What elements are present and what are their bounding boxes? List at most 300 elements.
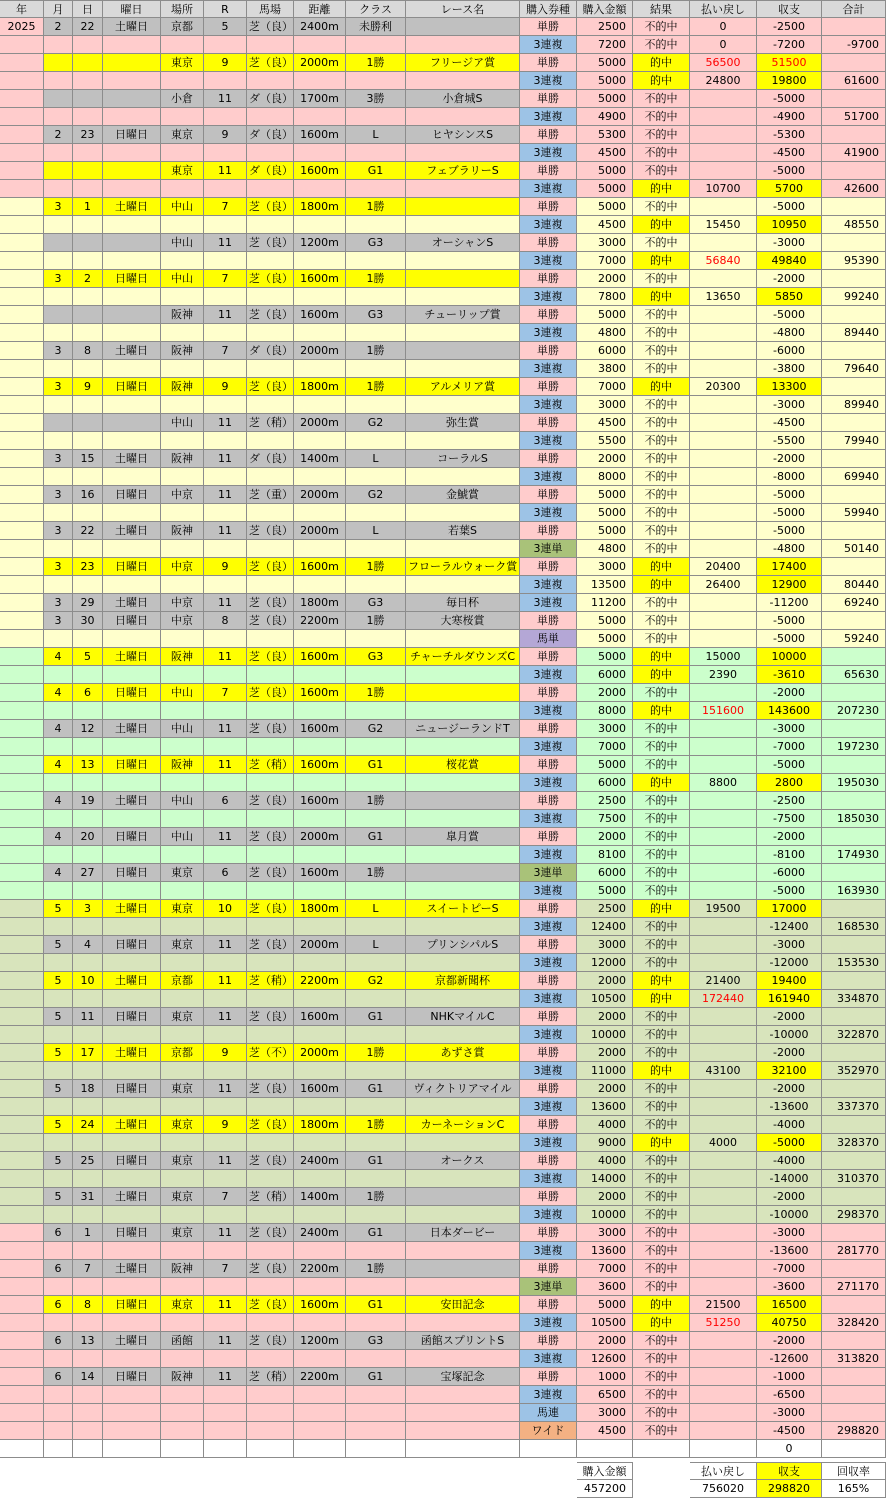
summary-value-buy[interactable]: 457200 [577, 1480, 633, 1498]
cell-venue[interactable] [161, 1242, 204, 1260]
cell-year[interactable] [0, 54, 44, 72]
cell-month[interactable] [44, 108, 73, 126]
cell-profit[interactable]: -5000 [757, 756, 822, 774]
cell-day[interactable]: 30 [73, 612, 103, 630]
cell-result[interactable]: 不的中 [633, 198, 690, 216]
cell-month[interactable]: 5 [44, 900, 73, 918]
cell-payout[interactable]: 0 [690, 36, 757, 54]
cell-month[interactable]: 5 [44, 1152, 73, 1170]
cell-payout[interactable] [690, 270, 757, 288]
cell-payout[interactable] [690, 882, 757, 900]
cell-bet-type[interactable]: 3連複 [520, 576, 577, 594]
cell-race-name[interactable] [406, 360, 520, 378]
cell-class[interactable] [346, 1062, 406, 1080]
cell-profit[interactable]: 49840 [757, 252, 822, 270]
cell-class[interactable]: G1 [346, 1152, 406, 1170]
cell-weekday[interactable]: 日曜日 [103, 270, 161, 288]
cell-distance[interactable] [294, 504, 346, 522]
cell-class[interactable] [346, 1026, 406, 1044]
cell-year[interactable] [0, 1260, 44, 1278]
cell-race-name[interactable]: あずさ賞 [406, 1044, 520, 1062]
cell-result[interactable]: 的中 [633, 900, 690, 918]
cell-race-name[interactable] [406, 864, 520, 882]
cell-bet-type[interactable]: 3連複 [520, 594, 577, 612]
cell-payout[interactable] [690, 522, 757, 540]
cell-result[interactable]: 不的中 [633, 720, 690, 738]
cell-bet-type[interactable]: 3連複 [520, 1206, 577, 1224]
cell-total[interactable] [822, 198, 886, 216]
cell-race-name[interactable] [406, 1260, 520, 1278]
cell-class[interactable] [346, 36, 406, 54]
cell-payout[interactable] [690, 684, 757, 702]
cell-race-no[interactable] [204, 1206, 247, 1224]
cell-total[interactable] [822, 612, 886, 630]
cell-bet-type[interactable]: 馬単 [520, 630, 577, 648]
cell-weekday[interactable]: 日曜日 [103, 1296, 161, 1314]
cell-month[interactable] [44, 846, 73, 864]
cell-class[interactable]: 1勝 [346, 198, 406, 216]
cell-weekday[interactable] [103, 1026, 161, 1044]
cell-year[interactable] [0, 1116, 44, 1134]
cell-total[interactable] [822, 486, 886, 504]
cell-weekday[interactable]: 土曜日 [103, 792, 161, 810]
cell-total[interactable]: 95390 [822, 252, 886, 270]
cell-bet-amount[interactable]: 5000 [577, 486, 633, 504]
column-header-total[interactable]: 合計 [822, 0, 886, 18]
cell-bet-type[interactable]: 単勝 [520, 1296, 577, 1314]
cell-class[interactable]: 1勝 [346, 1188, 406, 1206]
cell-track[interactable] [247, 1350, 294, 1368]
cell-venue[interactable]: 阪神 [161, 378, 204, 396]
cell-bet-type[interactable]: 3連複 [520, 216, 577, 234]
cell-month[interactable]: 3 [44, 378, 73, 396]
cell-payout[interactable]: 15450 [690, 216, 757, 234]
cell-result[interactable]: 的中 [633, 1314, 690, 1332]
cell-race-name[interactable] [406, 324, 520, 342]
cell-class[interactable] [346, 1314, 406, 1332]
cell-track[interactable] [247, 180, 294, 198]
summary-value-profit[interactable]: 298820 [757, 1480, 822, 1498]
cell-bet-type[interactable]: 3連複 [520, 1134, 577, 1152]
cell-venue[interactable] [161, 324, 204, 342]
cell-race-no[interactable] [204, 1134, 247, 1152]
cell-bet-type[interactable]: 単勝 [520, 1008, 577, 1026]
cell-track[interactable] [247, 360, 294, 378]
cell-year[interactable] [0, 162, 44, 180]
cell-year[interactable] [0, 1368, 44, 1386]
cell-day[interactable] [73, 1134, 103, 1152]
summary-value-pay[interactable]: 756020 [690, 1480, 757, 1498]
cell-profit[interactable]: 19400 [757, 972, 822, 990]
cell-profit[interactable]: -2000 [757, 1080, 822, 1098]
column-header-race-no[interactable]: R [204, 0, 247, 18]
cell-profit[interactable]: 17400 [757, 558, 822, 576]
cell-race-no[interactable]: 11 [204, 648, 247, 666]
cell-bet-amount[interactable]: 2500 [577, 792, 633, 810]
cell-profit[interactable]: -3600 [757, 1278, 822, 1296]
cell-total[interactable] [822, 720, 886, 738]
cell-month[interactable] [44, 414, 73, 432]
cell-venue[interactable] [161, 540, 204, 558]
cell-distance[interactable]: 2000m [294, 342, 346, 360]
cell-venue[interactable] [161, 810, 204, 828]
cell-payout[interactable]: 43100 [690, 1062, 757, 1080]
cell-weekday[interactable] [103, 540, 161, 558]
cell-profit[interactable]: -4500 [757, 1422, 822, 1440]
cell-race-name[interactable] [406, 810, 520, 828]
cell-total[interactable]: 185030 [822, 810, 886, 828]
cell-bet-amount[interactable]: 5300 [577, 126, 633, 144]
cell-weekday[interactable] [103, 1206, 161, 1224]
cell-result[interactable]: 不的中 [633, 1188, 690, 1206]
cell-venue[interactable] [161, 954, 204, 972]
cell-day[interactable] [73, 846, 103, 864]
cell-weekday[interactable] [103, 1242, 161, 1260]
cell-total[interactable] [822, 1296, 886, 1314]
cell-race-no[interactable] [204, 180, 247, 198]
cell-profit[interactable]: -3000 [757, 720, 822, 738]
cell-bet-amount[interactable]: 5000 [577, 180, 633, 198]
cell-total[interactable] [822, 1116, 886, 1134]
cell-distance[interactable] [294, 324, 346, 342]
cell-bet-type[interactable]: 3連複 [520, 954, 577, 972]
cell-track[interactable]: 芝（良） [247, 378, 294, 396]
cell-year[interactable] [0, 1242, 44, 1260]
cell-day[interactable]: 11 [73, 1008, 103, 1026]
cell-month[interactable] [44, 504, 73, 522]
cell-weekday[interactable] [103, 1062, 161, 1080]
cell-weekday[interactable] [103, 1170, 161, 1188]
cell-profit[interactable]: 5700 [757, 180, 822, 198]
cell-total[interactable]: 41900 [822, 144, 886, 162]
cell-race-no[interactable] [204, 1314, 247, 1332]
cell-total[interactable]: 79940 [822, 432, 886, 450]
cell-total[interactable]: 337370 [822, 1098, 886, 1116]
cell-month[interactable]: 3 [44, 594, 73, 612]
cell-venue[interactable] [161, 108, 204, 126]
cell-distance[interactable] [294, 1062, 346, 1080]
cell-day[interactable] [73, 108, 103, 126]
cell-distance[interactable] [294, 1242, 346, 1260]
cell-year[interactable] [0, 360, 44, 378]
cell-total[interactable]: 153530 [822, 954, 886, 972]
cell-weekday[interactable] [103, 882, 161, 900]
cell-profit[interactable]: -12400 [757, 918, 822, 936]
cell-bet-type[interactable]: 3連複 [520, 774, 577, 792]
cell-payout[interactable] [690, 738, 757, 756]
cell-payout[interactable] [690, 1368, 757, 1386]
cell-class[interactable]: L [346, 522, 406, 540]
cell-year[interactable] [0, 252, 44, 270]
cell-day[interactable] [73, 1404, 103, 1422]
cell-weekday[interactable] [103, 630, 161, 648]
cell-profit[interactable]: -3000 [757, 396, 822, 414]
cell-total[interactable]: 42600 [822, 180, 886, 198]
cell-total[interactable]: 281770 [822, 1242, 886, 1260]
cell-track[interactable]: 芝（良） [247, 198, 294, 216]
cell-profit[interactable]: -7200 [757, 36, 822, 54]
cell-bet-type[interactable]: 3連複 [520, 918, 577, 936]
cell-result[interactable]: 不的中 [633, 594, 690, 612]
cell-bet-type[interactable]: 単勝 [520, 648, 577, 666]
cell-class[interactable] [346, 432, 406, 450]
cell-bet-amount[interactable]: 5000 [577, 90, 633, 108]
cell-class[interactable] [346, 396, 406, 414]
cell-payout[interactable] [690, 630, 757, 648]
cell-distance[interactable] [294, 1386, 346, 1404]
cell-race-no[interactable]: 11 [204, 594, 247, 612]
cell-race-name[interactable]: ニュージーランドT [406, 720, 520, 738]
cell-day[interactable] [73, 1314, 103, 1332]
cell-profit[interactable]: -4000 [757, 1116, 822, 1134]
cell-class[interactable]: G2 [346, 720, 406, 738]
cell-class[interactable]: G2 [346, 486, 406, 504]
cell-weekday[interactable]: 土曜日 [103, 450, 161, 468]
cell-bet-amount[interactable]: 4500 [577, 1422, 633, 1440]
cell-day[interactable]: 7 [73, 1260, 103, 1278]
cell-race-name[interactable] [406, 1404, 520, 1422]
cell-venue[interactable]: 中山 [161, 270, 204, 288]
cell-race-name[interactable]: 皐月賞 [406, 828, 520, 846]
cell-month[interactable] [44, 1170, 73, 1188]
cell-result[interactable]: 不的中 [633, 864, 690, 882]
cell-profit[interactable]: -11200 [757, 594, 822, 612]
cell-total[interactable]: 298820 [822, 1422, 886, 1440]
cell-distance[interactable] [294, 630, 346, 648]
cell-venue[interactable]: 東京 [161, 1080, 204, 1098]
cell-bet-amount[interactable]: 13600 [577, 1242, 633, 1260]
cell-month[interactable]: 6 [44, 1296, 73, 1314]
cell-race-no[interactable] [204, 990, 247, 1008]
cell-day[interactable] [73, 576, 103, 594]
cell-class[interactable]: G2 [346, 414, 406, 432]
cell-result[interactable]: 不的中 [633, 882, 690, 900]
cell-result[interactable]: 不的中 [633, 1332, 690, 1350]
cell-weekday[interactable] [103, 288, 161, 306]
cell-race-no[interactable]: 7 [204, 1260, 247, 1278]
cell-race-name[interactable] [406, 1242, 520, 1260]
cell-distance[interactable]: 1600m [294, 864, 346, 882]
cell-venue[interactable] [161, 1278, 204, 1296]
cell-year[interactable] [0, 900, 44, 918]
cell-track[interactable] [247, 954, 294, 972]
cell-class[interactable] [346, 468, 406, 486]
cell-month[interactable] [44, 666, 73, 684]
cell-bet-type[interactable]: 3連複 [520, 1314, 577, 1332]
cell-payout[interactable] [690, 1080, 757, 1098]
cell-bet-amount[interactable]: 12600 [577, 1350, 633, 1368]
cell-weekday[interactable] [103, 1134, 161, 1152]
cell-year[interactable] [0, 1062, 44, 1080]
cell-track[interactable]: 芝（良） [247, 594, 294, 612]
cell-distance[interactable] [294, 918, 346, 936]
cell-venue[interactable]: 阪神 [161, 450, 204, 468]
cell-total[interactable] [822, 450, 886, 468]
cell-payout[interactable] [690, 108, 757, 126]
cell-distance[interactable]: 2400m [294, 1152, 346, 1170]
cell-payout[interactable] [690, 1242, 757, 1260]
cell-day[interactable] [73, 252, 103, 270]
column-header-profit[interactable]: 収支 [757, 0, 822, 18]
cell-year[interactable] [0, 180, 44, 198]
cell-weekday[interactable] [103, 432, 161, 450]
cell-race-name[interactable]: プリンシパルS [406, 936, 520, 954]
cell-payout[interactable]: 26400 [690, 576, 757, 594]
cell-bet-type[interactable]: 単勝 [520, 1368, 577, 1386]
cell-weekday[interactable] [103, 1314, 161, 1332]
cell-total[interactable] [822, 684, 886, 702]
cell-total[interactable] [822, 234, 886, 252]
cell-result[interactable]: 的中 [633, 378, 690, 396]
cell-profit[interactable]: 10000 [757, 648, 822, 666]
cell-total[interactable]: 298370 [822, 1206, 886, 1224]
cell-profit[interactable]: 17000 [757, 900, 822, 918]
cell-distance[interactable]: 2200m [294, 972, 346, 990]
cell-bet-amount[interactable]: 5000 [577, 612, 633, 630]
cell-bet-amount[interactable]: 3800 [577, 360, 633, 378]
cell-venue[interactable]: 東京 [161, 1152, 204, 1170]
cell-bet-type[interactable]: ワイド [520, 1422, 577, 1440]
cell-distance[interactable] [294, 1134, 346, 1152]
cell-payout[interactable] [690, 720, 757, 738]
cell-month[interactable]: 4 [44, 684, 73, 702]
cell-day[interactable] [73, 180, 103, 198]
cell-profit[interactable]: -2000 [757, 828, 822, 846]
cell-distance[interactable] [294, 360, 346, 378]
cell-bet-type[interactable]: 単勝 [520, 378, 577, 396]
cell-race-no[interactable]: 11 [204, 1152, 247, 1170]
column-header-distance[interactable]: 距離 [294, 0, 346, 18]
cell-venue[interactable] [161, 1386, 204, 1404]
cell-year[interactable] [0, 810, 44, 828]
cell-race-no[interactable] [204, 504, 247, 522]
cell-payout[interactable]: 13650 [690, 288, 757, 306]
cell-month[interactable] [44, 576, 73, 594]
cell-venue[interactable]: 中京 [161, 486, 204, 504]
cell-track[interactable]: 芝（重） [247, 486, 294, 504]
cell-year[interactable] [0, 1296, 44, 1314]
cell-result[interactable]: 不的中 [633, 1008, 690, 1026]
cell-race-no[interactable] [204, 846, 247, 864]
cell-bet-amount[interactable]: 10000 [577, 1026, 633, 1044]
cell-day[interactable]: 31 [73, 1188, 103, 1206]
cell-year[interactable] [0, 1314, 44, 1332]
cell-bet-amount[interactable]: 10500 [577, 990, 633, 1008]
cell-bet-amount[interactable]: 10000 [577, 1206, 633, 1224]
cell-total[interactable]: 59940 [822, 504, 886, 522]
cell-year[interactable] [0, 1404, 44, 1422]
cell-venue[interactable] [161, 144, 204, 162]
cell-year[interactable] [0, 1224, 44, 1242]
cell-venue[interactable]: 中山 [161, 684, 204, 702]
cell-result[interactable]: 不的中 [633, 756, 690, 774]
cell-bet-amount[interactable]: 4000 [577, 1116, 633, 1134]
cell-result[interactable]: 的中 [633, 666, 690, 684]
cell-year[interactable] [0, 1440, 44, 1458]
cell-month[interactable]: 5 [44, 936, 73, 954]
cell-distance[interactable]: 2000m [294, 1044, 346, 1062]
cell-weekday[interactable]: 土曜日 [103, 1188, 161, 1206]
cell-bet-amount[interactable]: 7000 [577, 252, 633, 270]
cell-year[interactable] [0, 738, 44, 756]
cell-bet-amount[interactable]: 5000 [577, 882, 633, 900]
cell-weekday[interactable] [103, 810, 161, 828]
cell-year[interactable] [0, 1170, 44, 1188]
cell-profit[interactable]: -4800 [757, 324, 822, 342]
cell-race-name[interactable] [406, 144, 520, 162]
cell-total[interactable] [822, 162, 886, 180]
cell-class[interactable] [346, 324, 406, 342]
cell-weekday[interactable]: 土曜日 [103, 1260, 161, 1278]
cell-payout[interactable]: 56840 [690, 252, 757, 270]
cell-bet-type[interactable]: 単勝 [520, 126, 577, 144]
cell-class[interactable]: G1 [346, 1368, 406, 1386]
cell-bet-type[interactable]: 3連複 [520, 360, 577, 378]
cell-month[interactable]: 6 [44, 1224, 73, 1242]
cell-result[interactable]: 不的中 [633, 1044, 690, 1062]
cell-payout[interactable] [690, 540, 757, 558]
cell-payout[interactable]: 56500 [690, 54, 757, 72]
cell-venue[interactable] [161, 1404, 204, 1422]
cell-venue[interactable] [161, 666, 204, 684]
cell-race-name[interactable]: 京都新聞杯 [406, 972, 520, 990]
cell-weekday[interactable]: 日曜日 [103, 486, 161, 504]
cell-race-no[interactable]: 8 [204, 612, 247, 630]
cell-weekday[interactable] [103, 180, 161, 198]
cell-race-name[interactable] [406, 396, 520, 414]
cell-class[interactable]: 1勝 [346, 378, 406, 396]
cell-bet-type[interactable]: 3連複 [520, 324, 577, 342]
cell-result[interactable]: 不的中 [633, 162, 690, 180]
cell-venue[interactable] [161, 882, 204, 900]
cell-bet-type[interactable]: 3連複 [520, 288, 577, 306]
cell-venue[interactable]: 東京 [161, 1008, 204, 1026]
cell-bet-type[interactable]: 3連複 [520, 1170, 577, 1188]
cell-year[interactable] [0, 720, 44, 738]
column-header-race-name[interactable]: レース名 [406, 0, 520, 18]
cell-day[interactable]: 18 [73, 1080, 103, 1098]
cell-bet-amount[interactable]: 2000 [577, 1080, 633, 1098]
cell-payout[interactable] [690, 612, 757, 630]
cell-bet-type[interactable]: 3連複 [520, 666, 577, 684]
cell-bet-amount[interactable]: 3000 [577, 936, 633, 954]
cell-profit[interactable]: -3610 [757, 666, 822, 684]
cell-year[interactable] [0, 828, 44, 846]
cell-race-no[interactable]: 11 [204, 1008, 247, 1026]
cell-weekday[interactable]: 日曜日 [103, 756, 161, 774]
cell-race-no[interactable]: 7 [204, 342, 247, 360]
cell-day[interactable]: 4 [73, 936, 103, 954]
cell-venue[interactable]: 東京 [161, 1296, 204, 1314]
cell-payout[interactable] [690, 1260, 757, 1278]
cell-race-name[interactable] [406, 1188, 520, 1206]
cell-total[interactable]: 89440 [822, 324, 886, 342]
cell-weekday[interactable]: 日曜日 [103, 558, 161, 576]
cell-profit[interactable]: -5000 [757, 306, 822, 324]
cell-result[interactable]: 不的中 [633, 612, 690, 630]
cell-class[interactable] [346, 108, 406, 126]
cell-bet-type[interactable]: 3連複 [520, 1026, 577, 1044]
cell-bet-type[interactable]: 単勝 [520, 54, 577, 72]
cell-venue[interactable]: 阪神 [161, 1260, 204, 1278]
cell-result[interactable]: 不的中 [633, 846, 690, 864]
cell-track[interactable]: 芝（良） [247, 684, 294, 702]
cell-result[interactable]: 的中 [633, 558, 690, 576]
cell-year[interactable] [0, 864, 44, 882]
cell-race-name[interactable]: チャーチルダウンズC [406, 648, 520, 666]
cell-profit[interactable]: -5300 [757, 126, 822, 144]
cell-year[interactable] [0, 954, 44, 972]
